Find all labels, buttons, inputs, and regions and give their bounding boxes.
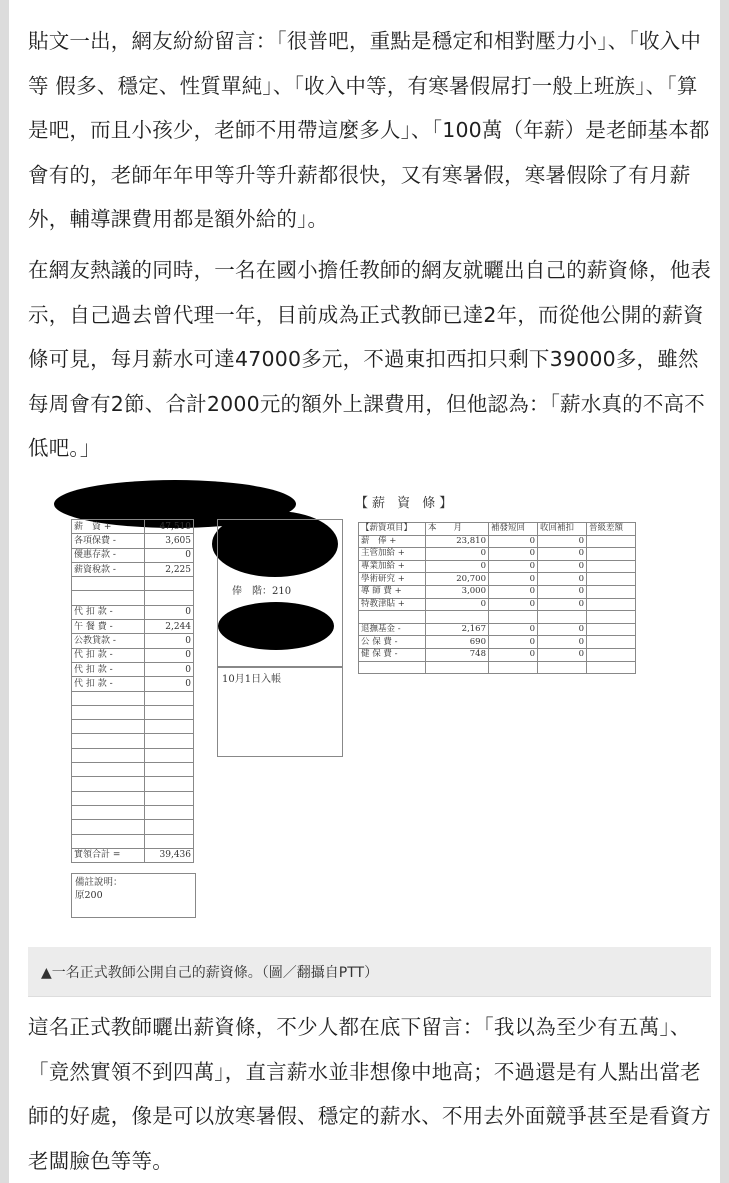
salary-item-row <box>359 560 636 573</box>
salary-item-cell: 20,700 <box>426 573 489 586</box>
deduction-value <box>145 577 194 591</box>
salary-item-cell: 748 <box>426 648 489 661</box>
salary-item-row <box>359 573 636 586</box>
deduction-label <box>72 691 145 705</box>
deduction-label <box>72 734 145 748</box>
deduction-value <box>145 734 194 748</box>
deposit-box <box>217 667 343 757</box>
deduction-label: 公教貸款 - <box>72 634 145 648</box>
salary-item-cell: 0 <box>489 636 538 649</box>
salary-item-cell: 0 <box>538 560 587 573</box>
salary-item-cell: 2,167 <box>426 623 489 636</box>
image-caption: ▲一名正式教師公開自己的薪資條。（圖／翻攝自PTT） <box>41 965 379 981</box>
salary-item-row <box>359 535 636 548</box>
deduction-value <box>145 763 194 777</box>
deduction-value: 2,244 <box>145 620 194 634</box>
deposit-note: 10月1日入帳 <box>222 674 282 685</box>
salary-item-cell: 0 <box>538 585 587 598</box>
article-paragraph-2: 在網友熱議的同時，一名在國小擔任教師的網友就曬出自己的薪資條，他表示，自己過去曾代理一年，目前成為正式教師已達2年，而從他公開的薪資條可見，每月薪水可達47000多元，不過東扣西扣只剩下39000多，雖然每周會有2節、合計2000元的額外上課費用，但他認為：「薪水真的不高不低吧。」 <box>28 258 712 460</box>
deduction-row <box>72 820 194 834</box>
deduction-label <box>72 705 145 719</box>
salary-item-cell <box>587 623 636 636</box>
salary-item-cell <box>426 661 489 674</box>
salary-item-row <box>359 661 636 674</box>
salary-item-cell <box>587 611 636 624</box>
salary-items-table <box>358 522 636 674</box>
deduction-label: 午 餐 費 - <box>72 620 145 634</box>
deduction-value <box>145 748 194 762</box>
salary-item-cell: 退撫基金 - <box>359 623 426 636</box>
deduction-row <box>72 605 194 619</box>
salary-item-cell: 導 師 費 + <box>359 585 426 598</box>
salary-item-cell <box>426 611 489 624</box>
deduction-value: 0 <box>145 605 194 619</box>
salary-item-cell: 23,810 <box>426 535 489 548</box>
salary-item-cell: 0 <box>538 598 587 611</box>
deduction-row <box>72 548 194 562</box>
salary-item-cell: 0 <box>538 623 587 636</box>
remark-label: 備註說明： <box>75 877 123 888</box>
deduction-label <box>72 834 145 848</box>
deduction-value <box>145 820 194 834</box>
salary-item-cell <box>587 585 636 598</box>
deduction-row <box>72 562 194 576</box>
deduction-value: 3,605 <box>145 534 194 548</box>
salary-item-cell <box>587 636 636 649</box>
deduction-row <box>72 705 194 719</box>
deduction-label: 實領合計 = <box>72 848 145 862</box>
deduction-row <box>72 834 194 848</box>
deduction-label: 代 扣 款 - <box>72 648 145 662</box>
deduction-value <box>145 591 194 605</box>
slip-title: 【薪 資 條】 <box>355 496 457 511</box>
salary-item-cell: 0 <box>426 548 489 561</box>
deduction-value: 0 <box>145 548 194 562</box>
salary-item-cell: 0 <box>489 560 538 573</box>
deduction-table <box>71 519 194 863</box>
deduction-row <box>72 634 194 648</box>
salary-item-cell <box>587 598 636 611</box>
deduction-label <box>72 777 145 791</box>
deduction-row <box>72 662 194 676</box>
salary-item-row <box>359 598 636 611</box>
salary-item-cell <box>587 573 636 586</box>
salary-item-row <box>359 548 636 561</box>
salary-item-cell: 特教津貼 + <box>359 598 426 611</box>
salary-item-cell: 690 <box>426 636 489 649</box>
salary-item-cell: 0 <box>489 535 538 548</box>
salary-items-header: 晉級差額 <box>587 523 636 536</box>
salary-item-cell: 0 <box>538 535 587 548</box>
right-frame-border <box>720 0 729 1183</box>
deduction-label <box>72 820 145 834</box>
deduction-label <box>72 805 145 819</box>
salary-item-cell <box>359 611 426 624</box>
salary-items-header: 收回補扣 <box>538 523 587 536</box>
deduction-label: 各項保費 - <box>72 534 145 548</box>
salary-item-cell <box>489 661 538 674</box>
salary-items-header: 補發短回 <box>489 523 538 536</box>
deduction-row <box>72 777 194 791</box>
deduction-label <box>72 591 145 605</box>
deduction-row <box>72 763 194 777</box>
salary-item-cell: 0 <box>489 623 538 636</box>
deduction-label <box>72 748 145 762</box>
salary-item-row <box>359 611 636 624</box>
salary-items-header: 【薪資項目】 <box>359 523 426 536</box>
deduction-row <box>72 591 194 605</box>
deduction-value: 0 <box>145 677 194 691</box>
deduction-row <box>72 748 194 762</box>
remark-value: 原200 <box>75 890 103 901</box>
salary-item-cell <box>587 560 636 573</box>
salary-slip-image <box>40 477 655 925</box>
deduction-value <box>145 720 194 734</box>
salary-item-cell: 0 <box>538 548 587 561</box>
salary-item-cell <box>587 661 636 674</box>
salary-item-cell: 薪 俸 + <box>359 535 426 548</box>
deduction-value <box>145 705 194 719</box>
salary-item-cell: 0 <box>426 560 489 573</box>
salary-item-cell <box>587 648 636 661</box>
salary-item-cell <box>538 611 587 624</box>
grade-label: 俸 階：210 <box>232 586 292 597</box>
salary-item-row <box>359 623 636 636</box>
salary-item-cell: 3,000 <box>426 585 489 598</box>
deduction-value <box>145 691 194 705</box>
deduction-label: 薪資稅款 - <box>72 562 145 576</box>
deduction-value: 0 <box>145 648 194 662</box>
deduction-row <box>72 805 194 819</box>
deduction-value: 0 <box>145 662 194 676</box>
deduction-label <box>72 791 145 805</box>
salary-item-cell: 學術研究 + <box>359 573 426 586</box>
salary-item-row <box>359 585 636 598</box>
deduction-row <box>72 577 194 591</box>
deduction-label <box>72 577 145 591</box>
salary-item-cell: 0 <box>426 598 489 611</box>
deduction-row <box>72 791 194 805</box>
salary-item-cell: 健 保 費 - <box>359 648 426 661</box>
salary-item-cell <box>538 661 587 674</box>
image-caption-bar <box>28 947 711 997</box>
salary-item-cell: 0 <box>489 573 538 586</box>
salary-item-cell: 0 <box>489 548 538 561</box>
salary-item-cell: 公 保 費 - <box>359 636 426 649</box>
deduction-value <box>145 791 194 805</box>
deduction-label: 代 扣 款 - <box>72 677 145 691</box>
deduction-label: 優惠存款 - <box>72 548 145 562</box>
deduction-row <box>72 734 194 748</box>
salary-item-cell <box>359 661 426 674</box>
salary-item-cell: 0 <box>489 598 538 611</box>
salary-item-cell <box>489 611 538 624</box>
salary-item-row <box>359 636 636 649</box>
deduction-row <box>72 691 194 705</box>
deduction-value: 2,225 <box>145 562 194 576</box>
deduction-row <box>72 520 194 534</box>
deduction-value <box>145 805 194 819</box>
deduction-value <box>145 834 194 848</box>
deduction-value: 47,510 <box>145 520 194 534</box>
salary-item-cell <box>587 548 636 561</box>
salary-items-header: 本 月 <box>426 523 489 536</box>
article-paragraph-1: 貼文一出，網友紛紛留言：「很普吧，重點是穩定和相對壓力小」、「收入中等 假多、穩定、性質單純」、「收入中等，有寒暑假屌打一般上班族」、「算是吧，而且小孩少，老師不用帶這麼多人」、「100萬（年薪）是老師基本都會有的，老師年年甲等升等升薪都很快，又有寒暑假，寒暑假除了有月薪外，輔導課費用都是額外給的」。 <box>28 29 710 231</box>
salary-item-cell: 0 <box>538 648 587 661</box>
deduction-row <box>72 848 194 862</box>
deduction-row <box>72 534 194 548</box>
left-frame-border <box>0 0 9 1183</box>
deduction-value: 39,436 <box>145 848 194 862</box>
deduction-label <box>72 763 145 777</box>
deduction-value: 0 <box>145 634 194 648</box>
salary-items-header-row <box>359 523 636 536</box>
salary-item-cell: 0 <box>489 585 538 598</box>
deduction-row <box>72 720 194 734</box>
deduction-label: 代 扣 款 - <box>72 605 145 619</box>
grade-box <box>217 519 343 667</box>
article-paragraph-3: 這名正式教師曬出薪資條，不少人都在底下留言：「我以為至少有五萬」、「竟然實領不到四萬」，直言薪水並非想像中地高；不過還是有人點出當老師的好處，像是可以放寒暑假、穩定的薪水、不用去外面競爭甚至是看資方老闆臉色等等。 <box>28 1015 712 1173</box>
salary-item-cell: 主管加給 + <box>359 548 426 561</box>
deduction-label: 代 扣 款 - <box>72 662 145 676</box>
remark-box <box>71 873 196 918</box>
salary-item-cell: 0 <box>489 648 538 661</box>
deduction-label <box>72 720 145 734</box>
deduction-row <box>72 620 194 634</box>
deduction-row <box>72 677 194 691</box>
salary-item-cell: 0 <box>538 573 587 586</box>
salary-item-cell: 專業加給 + <box>359 560 426 573</box>
deduction-row <box>72 648 194 662</box>
salary-item-cell: 0 <box>538 636 587 649</box>
salary-item-cell <box>587 535 636 548</box>
salary-item-row <box>359 648 636 661</box>
deduction-label: 薪 資 + <box>72 520 145 534</box>
deduction-value <box>145 777 194 791</box>
